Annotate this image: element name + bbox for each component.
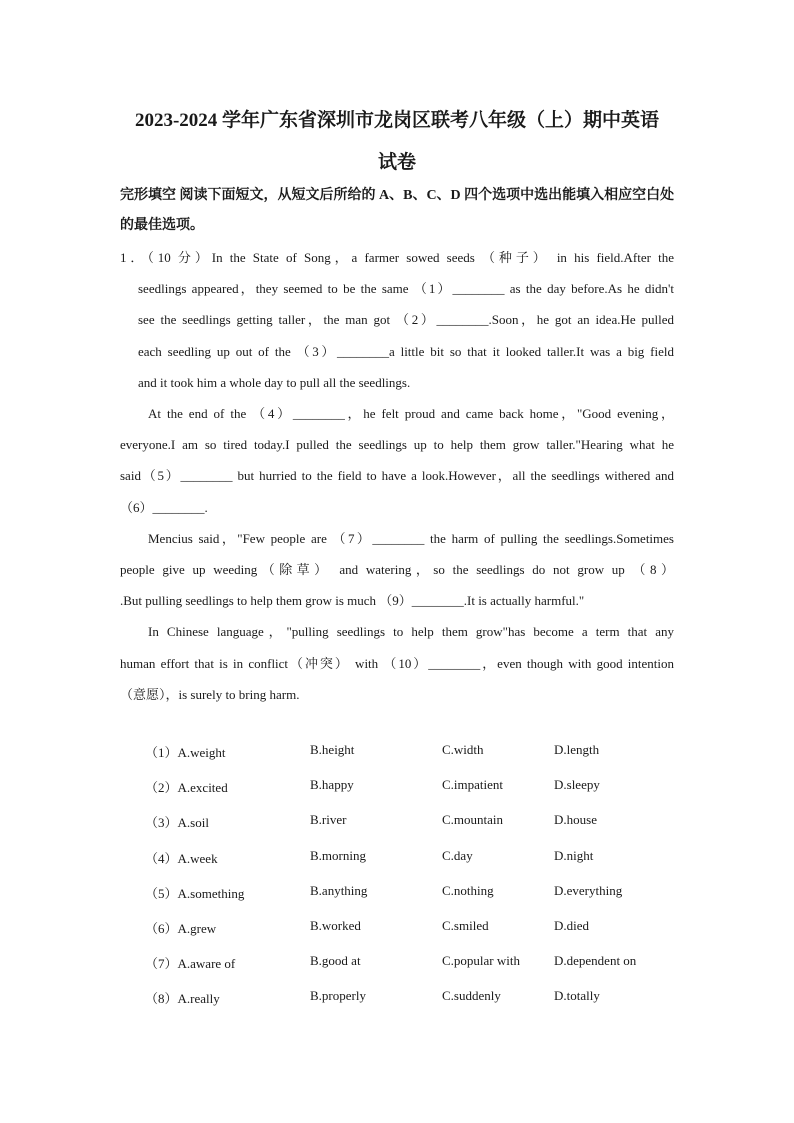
option-a <box>145 777 228 796</box>
page-title: 2023-2024 学年广东省深圳市龙岗区联考八年级（上）期中英语 <box>134 110 660 131</box>
passage-line: .But pulling seedlings to help them grow is much （9）________.It is actually harmful." <box>120 593 585 609</box>
option-d: D.everything <box>554 882 623 898</box>
passage-line: In Chinese language，"pulling seedlings to help them grow"has become a term that any <box>148 624 674 640</box>
question-number: 1． <box>120 250 148 265</box>
option-b: B.anything <box>310 882 368 898</box>
section-heading: 完形填空 阅读下面短文，从短文后所给的 A、B、C、D 四个选项中选出能填入相应空白处的最佳选项。 <box>120 188 675 233</box>
option-b: B.happy <box>310 777 354 793</box>
passage-line: human effort that is in conflict（冲突） with （10）________，even though with good intention <box>120 655 674 671</box>
option-a-text: A.something <box>177 885 245 901</box>
option-row <box>145 777 665 812</box>
option-number: （2） <box>145 780 178 796</box>
option-a-text: A.really <box>177 991 220 1007</box>
option-d: D.totally <box>554 988 600 1004</box>
option-row <box>145 953 665 988</box>
option-number: （3） <box>145 815 178 831</box>
option-b: B.river <box>310 812 347 828</box>
passage-text: （10 分）In the State of Song，a farmer sowed seeds （种子） in his field.After the <box>147 250 674 265</box>
option-c: C.popular with <box>442 953 520 969</box>
option-number: （1） <box>145 745 178 760</box>
option-d: D.dependent on <box>554 953 637 969</box>
passage-line: said（5）________ but hurried to the field to have a look.However，all the seedlings withered and <box>120 468 674 484</box>
option-number: （8） <box>145 991 178 1007</box>
option-c: C.width <box>442 742 484 757</box>
option-row <box>145 848 665 883</box>
option-row <box>145 918 665 953</box>
option-b: B.height <box>310 742 355 757</box>
option-a-text: A.aware of <box>177 956 236 972</box>
page-title-continued: 试卷 <box>377 152 416 173</box>
option-a <box>145 988 220 1007</box>
option-number: （7） <box>145 956 178 972</box>
option-d: D.died <box>554 917 590 933</box>
passage-line: see the seedlings getting taller，the man got （2）________.Soon，he got an idea.He pulled <box>138 312 674 328</box>
option-a-text: A.soil <box>177 815 209 831</box>
option-b: B.morning <box>310 847 366 863</box>
option-row <box>145 742 665 777</box>
passage-line: everyone.I am so tired today.I pulled the seedlings up to help them grow taller."Hearing what he <box>120 437 674 453</box>
option-a-text: A.weight <box>177 745 226 760</box>
passage-line: Mencius said，"Few people are （7）________ the harm of pulling the seedlings.Sometimes <box>148 530 674 546</box>
option-c: C.day <box>442 847 473 863</box>
option-c: C.mountain <box>442 812 504 828</box>
option-d: D.house <box>554 812 597 828</box>
passage-line: （6）________. <box>120 499 208 515</box>
option-c: C.smiled <box>442 917 489 933</box>
option-a-text: A.week <box>177 850 218 866</box>
option-row <box>145 988 665 1023</box>
passage-line: seedlings appeared，they seemed to be the same （1）________ as the day before.As he didn't <box>138 281 674 297</box>
option-b: B.good at <box>310 953 361 969</box>
passage-line: （意愿），is surely to bring harm. <box>120 686 300 702</box>
cloze-passage <box>120 242 674 710</box>
passage-line <box>120 242 674 273</box>
option-c: C.impatient <box>442 777 504 793</box>
option-b: B.worked <box>310 917 361 933</box>
option-a-text: A.grew <box>177 920 217 936</box>
option-a <box>145 812 209 831</box>
passage-line: At the end of the （4）________，he felt proud and came back home，"Good evening， <box>148 406 674 422</box>
option-number: （4） <box>145 850 178 866</box>
option-c: C.nothing <box>442 882 494 898</box>
option-a <box>145 883 244 902</box>
option-a-text: A.excited <box>177 780 228 796</box>
option-number: （5） <box>145 885 178 901</box>
option-d: D.length <box>554 742 600 757</box>
option-c: C.suddenly <box>442 988 501 1004</box>
option-row <box>145 883 665 918</box>
option-d: D.night <box>554 847 594 863</box>
passage-line: each seedling up out of the （3）________a little bit so that it looked taller.It was a big field <box>138 343 674 359</box>
passage-line: and it took him a whole day to pull all the seedlings. <box>138 374 411 390</box>
option-a <box>145 742 226 761</box>
option-row <box>145 812 665 847</box>
option-a <box>145 953 235 972</box>
option-a <box>145 848 218 867</box>
passage-line: people give up weeding（除草） and watering，so the seedlings do not grow up （8） <box>120 562 674 578</box>
option-a <box>145 918 216 937</box>
option-number: （6） <box>145 920 178 936</box>
option-d: D.sleepy <box>554 777 600 793</box>
option-b: B.properly <box>310 988 366 1004</box>
answer-options <box>145 742 665 1024</box>
